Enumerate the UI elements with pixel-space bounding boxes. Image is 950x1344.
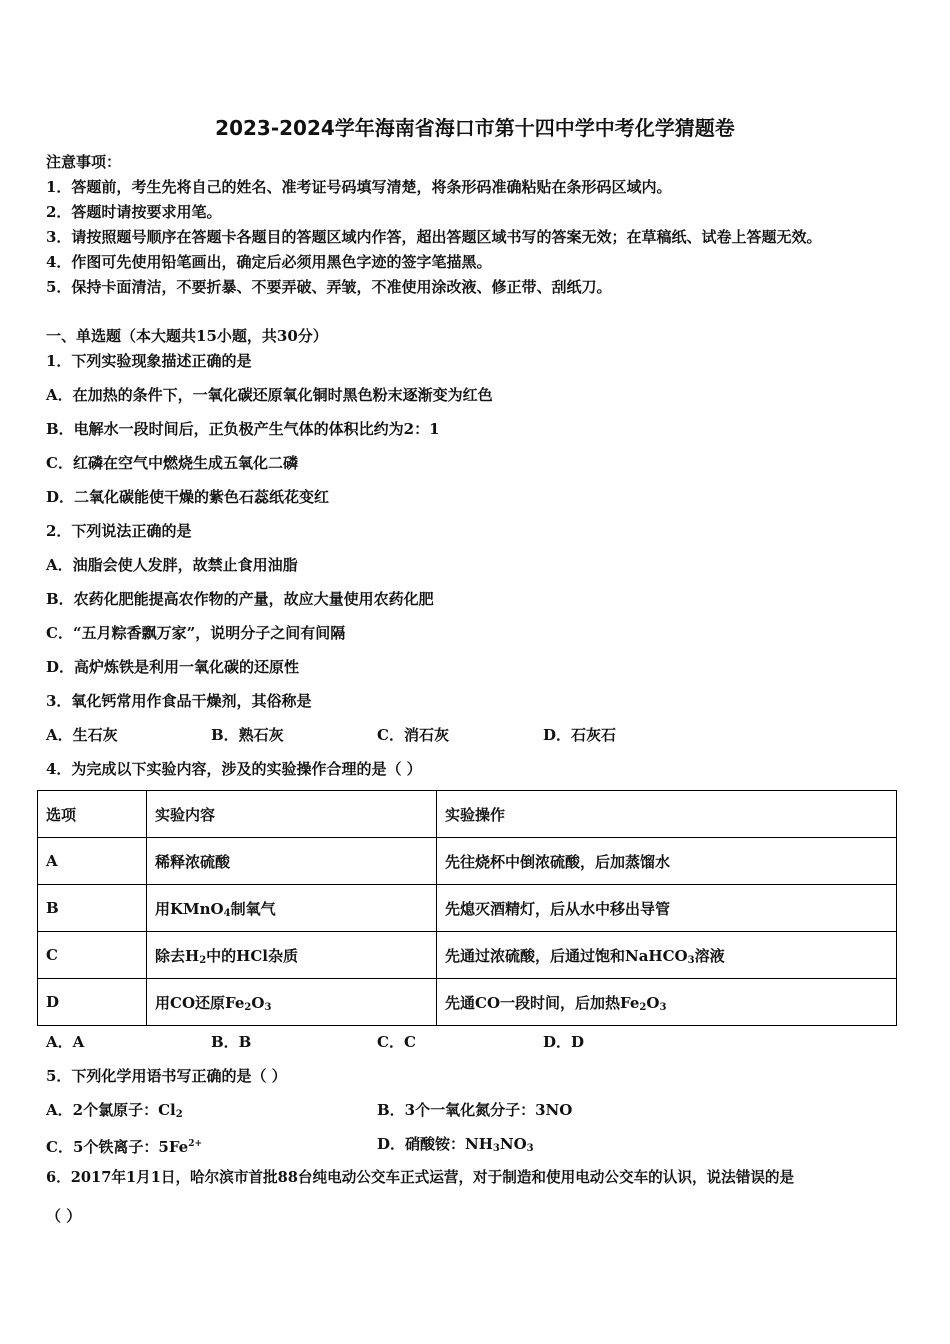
- notice-item-5: 5．保持卡面清洁，不要折暴、不要弄破、弄皱，不准使用涂改液、修正带、刮纸刀。: [46, 278, 612, 296]
- table-header-row: [38, 791, 897, 838]
- q4-table: [37, 790, 897, 1026]
- notice-item-1: 1．答题前，考生先将自己的姓名、准考证号码填写清楚，将条形码准确粘贴在条形码区域内。: [46, 178, 672, 196]
- table-row: [38, 932, 897, 979]
- q5-option-b: B．3个一氧化氮分子：3NO: [377, 1101, 573, 1119]
- q2-stem: 2．下列说法正确的是: [46, 522, 192, 540]
- header-content: 实验内容: [147, 791, 437, 838]
- row-operation: 先通CO一段时间，后加热$Fe_2O_3$: [437, 979, 897, 1026]
- q1-option-d: D．二氧化碳能使干燥的紫色石蕊纸花变红: [46, 488, 330, 506]
- row-operation: 先熄灭酒精灯，后从水中移出导管: [437, 885, 897, 932]
- header-option: 选项: [38, 791, 147, 838]
- table-row: [38, 838, 897, 885]
- q2-option-b: B．农药化肥能提高农作物的产量，故应大量使用农药化肥: [46, 590, 434, 608]
- q4-option-a: A．A: [46, 1033, 85, 1051]
- q5-option-c: C．5个铁离子：$5Fe^{2+}$: [46, 1138, 202, 1156]
- q6-stem: 6．2017年1月1日，哈尔滨市首批88台纯电动公交车正式运营，对于制造和使用电动公交车的认识，说法错误的是: [46, 1169, 795, 1186]
- q2-option-d: D．高炉炼铁是利用一氧化碳的还原性: [46, 658, 300, 676]
- q5-stem: 5．下列化学用语书写正确的是（ ）: [46, 1067, 287, 1085]
- row-operation: 先往烧杯中倒浓硫酸，后加蒸馏水: [437, 838, 897, 885]
- row-option: D: [38, 979, 147, 1026]
- q1-option-b: B．电解水一段时间后，正负极产生气体的体积比约为2：1: [46, 420, 440, 438]
- q1-option-c: C．红磷在空气中燃烧生成五氧化二磷: [46, 454, 298, 472]
- q3-option-a: A．生石灰: [46, 726, 118, 744]
- header-operation: 实验操作: [437, 791, 897, 838]
- q2-option-c: C．“五月粽香飘万家”，说明分子之间有间隔: [46, 624, 346, 642]
- q3-option-b: B．熟石灰: [211, 726, 284, 744]
- notice-item-4: 4．作图可先使用铅笔画出，确定后必须用黑色字迹的签字笔描黑。: [46, 253, 492, 271]
- notice-heading: 注意事项：: [46, 153, 122, 171]
- q5-option-a: A．2个氯原子：$Cl_2$: [46, 1101, 183, 1120]
- table-row: [38, 979, 897, 1026]
- notice-item-3: 3．请按照题号顺序在答题卡各题目的答题区域内作答，超出答题区域书写的答案无效；在草稿纸、试卷上答题无效。: [46, 228, 822, 246]
- q4-option-c: C．C: [377, 1033, 416, 1051]
- section-heading: 一、单选题（本大题共15小题，共30分）: [46, 327, 328, 345]
- q2-option-a: A．油脂会使人发胖，故禁止食用油脂: [46, 556, 298, 574]
- table-row: [38, 885, 897, 932]
- q4-stem: 4．为完成以下实验内容，涉及的实验操作合理的是（ ）: [46, 760, 422, 778]
- q3-option-c: C．消石灰: [377, 726, 449, 744]
- q5-option-d: D．硝酸铵：$NH_3NO_3$: [377, 1135, 534, 1154]
- q6-paren: （ ）: [46, 1207, 82, 1225]
- row-content: 稀释浓硫酸: [147, 838, 437, 885]
- q4-option-d: D．D: [543, 1033, 585, 1051]
- page-title: 2023-2024学年海南省海口市第十四中学中考化学猜题卷: [215, 116, 735, 140]
- row-content: 除去$H_2$中的HCl杂质: [147, 932, 437, 979]
- row-option: B: [38, 885, 147, 932]
- row-operation: 先通过浓硫酸，后通过饱和NaHCO$_3$溶液: [437, 932, 897, 979]
- q3-option-d: D．石灰石: [543, 726, 617, 744]
- row-content: 用KMnO$_4$制氧气: [147, 885, 437, 932]
- row-content: 用CO还原$Fe_2O_3$: [147, 979, 437, 1026]
- row-option: A: [38, 838, 147, 885]
- q3-stem: 3．氧化钙常用作食品干燥剂，其俗称是: [46, 692, 312, 710]
- q1-stem: 1．下列实验现象描述正确的是: [46, 352, 252, 370]
- q1-option-a: A．在加热的条件下，一氧化碳还原氧化铜时黑色粉末逐渐变为红色: [46, 386, 493, 404]
- q4-option-b: B．B: [211, 1033, 252, 1051]
- row-option: C: [38, 932, 147, 979]
- notice-item-2: 2．答题时请按要求用笔。: [46, 203, 222, 221]
